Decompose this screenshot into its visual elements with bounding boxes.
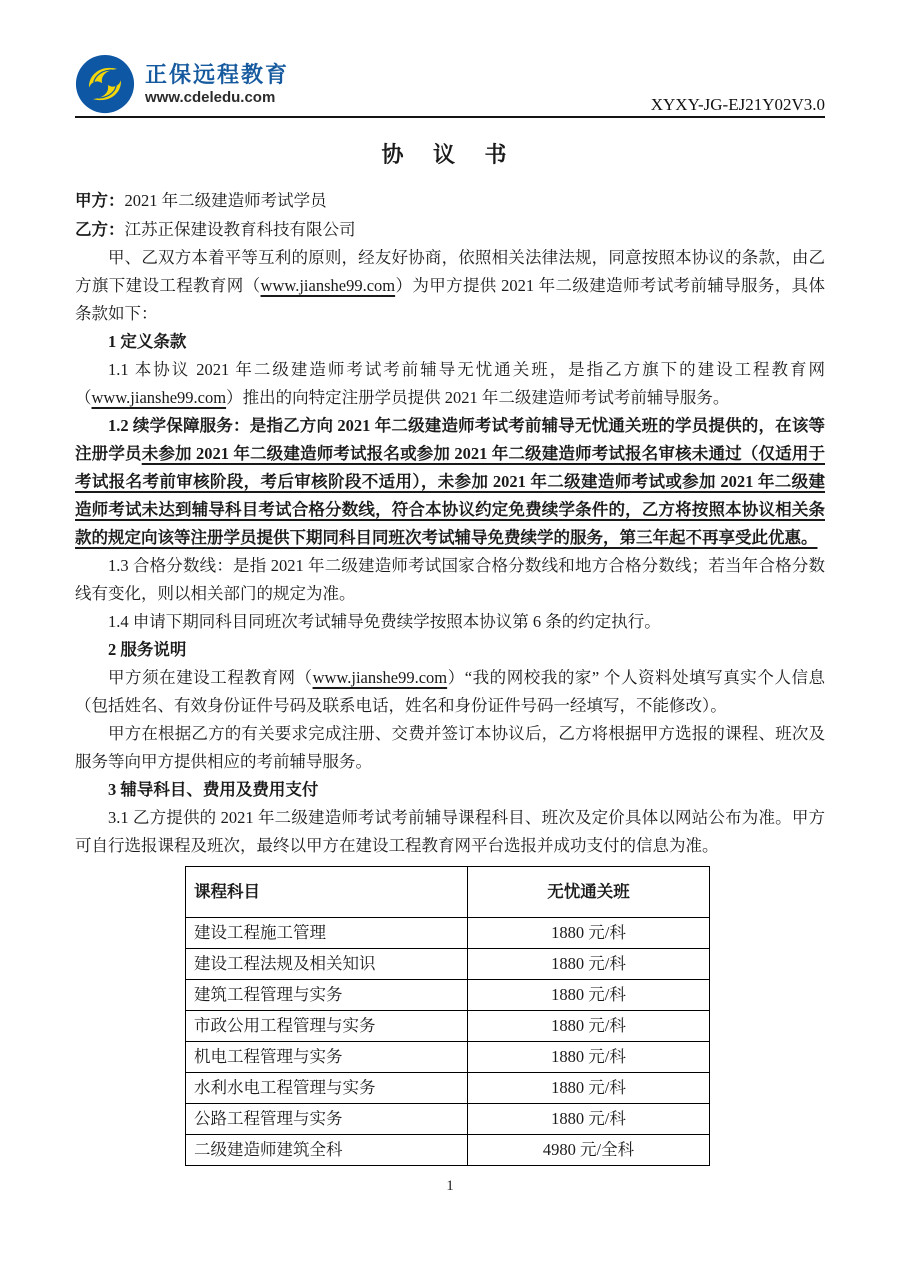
table-row	[186, 1011, 710, 1042]
document-body	[75, 244, 825, 1166]
section1-heading: 1 定义条款	[108, 332, 187, 351]
brand-website: www.cdeledu.com	[145, 88, 276, 106]
table-row	[186, 949, 710, 980]
price-cell: 1880 元/科	[468, 1011, 710, 1042]
price-cell: 4980 元/全科	[468, 1135, 710, 1166]
price-cell: 1880 元/科	[468, 1073, 710, 1104]
table-row	[186, 1042, 710, 1073]
price-cell: 1880 元/科	[468, 980, 710, 1011]
party-b-value: 江苏正保建设教育科技有限公司	[124, 220, 356, 239]
clause-1-3: 1.3 合格分数线：是指 2021 年二级建造师考试国家合格分数线和地方合格分数线；若当年合格分数线有变化，则以相关部门的规定为准。	[75, 556, 825, 603]
brand-block	[75, 54, 289, 116]
party-a-line	[75, 186, 825, 215]
price-cell: 1880 元/科	[468, 1104, 710, 1135]
subject-cell: 二级建造师建筑全科	[186, 1135, 468, 1166]
intro-text-post: ）为甲方提供 2021 年二级建造师考试考前辅导服务，具体条款如下：	[75, 276, 826, 323]
section2-heading: 2 服务说明	[108, 640, 187, 659]
clause-1-1-pre: 1.1 本协议 2021 年二级建造师考试考前辅导无忧通关班，是指乙方旗下的建设工程教育网（	[75, 360, 825, 407]
intro-paragraph	[75, 244, 825, 328]
clause-1-1-post: ）推出的向特定注册学员提供 2021 年二级建造师考试考前辅导服务。	[226, 388, 730, 407]
clause-1-4: 1.4 申请下期同科目同班次考试辅导免费续学按照本协议第 6 条的约定执行。	[108, 612, 661, 631]
column-header-class: 无忧通关班	[468, 867, 710, 918]
clause-3-1: 3.1 乙方提供的 2021 年二级建造师考试考前辅导课程科目、班次及定价具体以网站公布为准。甲方可自行选报课程及班次，最终以甲方在建设工程教育网平台选报并成功支付的信息为准。	[75, 808, 825, 855]
table-row	[186, 1104, 710, 1135]
subject-cell: 水利水电工程管理与实务	[186, 1073, 468, 1104]
subject-cell: 机电工程管理与实务	[186, 1042, 468, 1073]
brand-logo-icon	[75, 54, 135, 114]
subject-cell: 市政公用工程管理与实务	[186, 1011, 468, 1042]
clause-2-p2: 甲方在根据乙方的有关要求完成注册、交费并签订本协议后，乙方将根据甲方选报的课程、班次及服务等向甲方提供相应的考前辅导服务。	[75, 724, 825, 771]
price-cell: 1880 元/科	[468, 949, 710, 980]
jianshe99-link[interactable]: www.jianshe99.com	[91, 388, 227, 407]
document-title: 协 议 书	[381, 142, 519, 167]
clause-1-2-underlined: 未参加 2021 年二级建造师考试报名或参加 2021 年二级建造师考试报名审核未通过（仅适用于考试报名考前审核阶段，考后审核阶段不适用），未参加 2021 年二级建造师考试或参加 2021 年二级建造师考试未达到辅导科目考试合格分数线，符合本协议约定免费续学条件的，乙方将按照本协议相关条款的规定向该等注册学员提供下期同科目同班次考试辅导免费续学的服务，第三年起不再享受此优惠。	[75, 444, 826, 547]
clause-1-2	[75, 412, 825, 552]
party-a-label: 甲方：	[75, 191, 125, 210]
table-row	[186, 918, 710, 949]
brand-text	[145, 62, 289, 107]
table-row	[186, 1135, 710, 1166]
document-code: XYXY-JG-EJ21Y02V3.0	[650, 95, 825, 114]
clause-2-p1	[75, 664, 825, 720]
subject-cell: 建筑工程管理与实务	[186, 980, 468, 1011]
party-b-line	[75, 215, 825, 244]
clause-2-p1-pre: 甲方须在建设工程教育网（	[108, 668, 313, 687]
clause-1-2-plain: 1.2 续学保障服务：是指乙方向 2021 年二级建造师考试考前辅导无忧通关班的学员提供的，在该等注册学员	[75, 416, 825, 463]
page-number: 1	[446, 1178, 454, 1194]
intro-text-pre: 甲、乙双方本着平等互利的原则，经友好协商，依照相关法律法规，同意按照本协议的条款，由乙方旗下建设工程教育网（	[75, 248, 825, 295]
course-fee-table	[185, 866, 710, 1166]
table-header-row	[186, 867, 710, 918]
party-a-value: 2021 年二级建造师考试学员	[124, 191, 327, 210]
clause-1-1	[75, 356, 825, 412]
column-header-subject: 课程科目	[186, 867, 468, 918]
subject-cell: 建设工程施工管理	[186, 918, 468, 949]
price-cell: 1880 元/科	[468, 918, 710, 949]
jianshe99-link[interactable]: www.jianshe99.com	[260, 276, 396, 295]
parties-block	[75, 186, 825, 244]
party-b-label: 乙方：	[75, 220, 125, 239]
subject-cell: 建设工程法规及相关知识	[186, 949, 468, 980]
brand-name: 正保远程教育	[145, 61, 290, 87]
jianshe99-link[interactable]: www.jianshe99.com	[312, 668, 448, 687]
section3-heading: 3 辅导科目、费用及费用支付	[108, 780, 319, 799]
table-row	[186, 1073, 710, 1104]
clause-2-p1-post: ）“我的网校我的家” 个人资料处填写真实个人信息（包括姓名、有效身份证件号码及联系电话，姓名和身份证件号码一经填写，不能修改）。	[75, 668, 825, 715]
price-cell: 1880 元/科	[468, 1042, 710, 1073]
table-row	[186, 980, 710, 1011]
subject-cell: 公路工程管理与实务	[186, 1104, 468, 1135]
page-header	[75, 0, 825, 118]
